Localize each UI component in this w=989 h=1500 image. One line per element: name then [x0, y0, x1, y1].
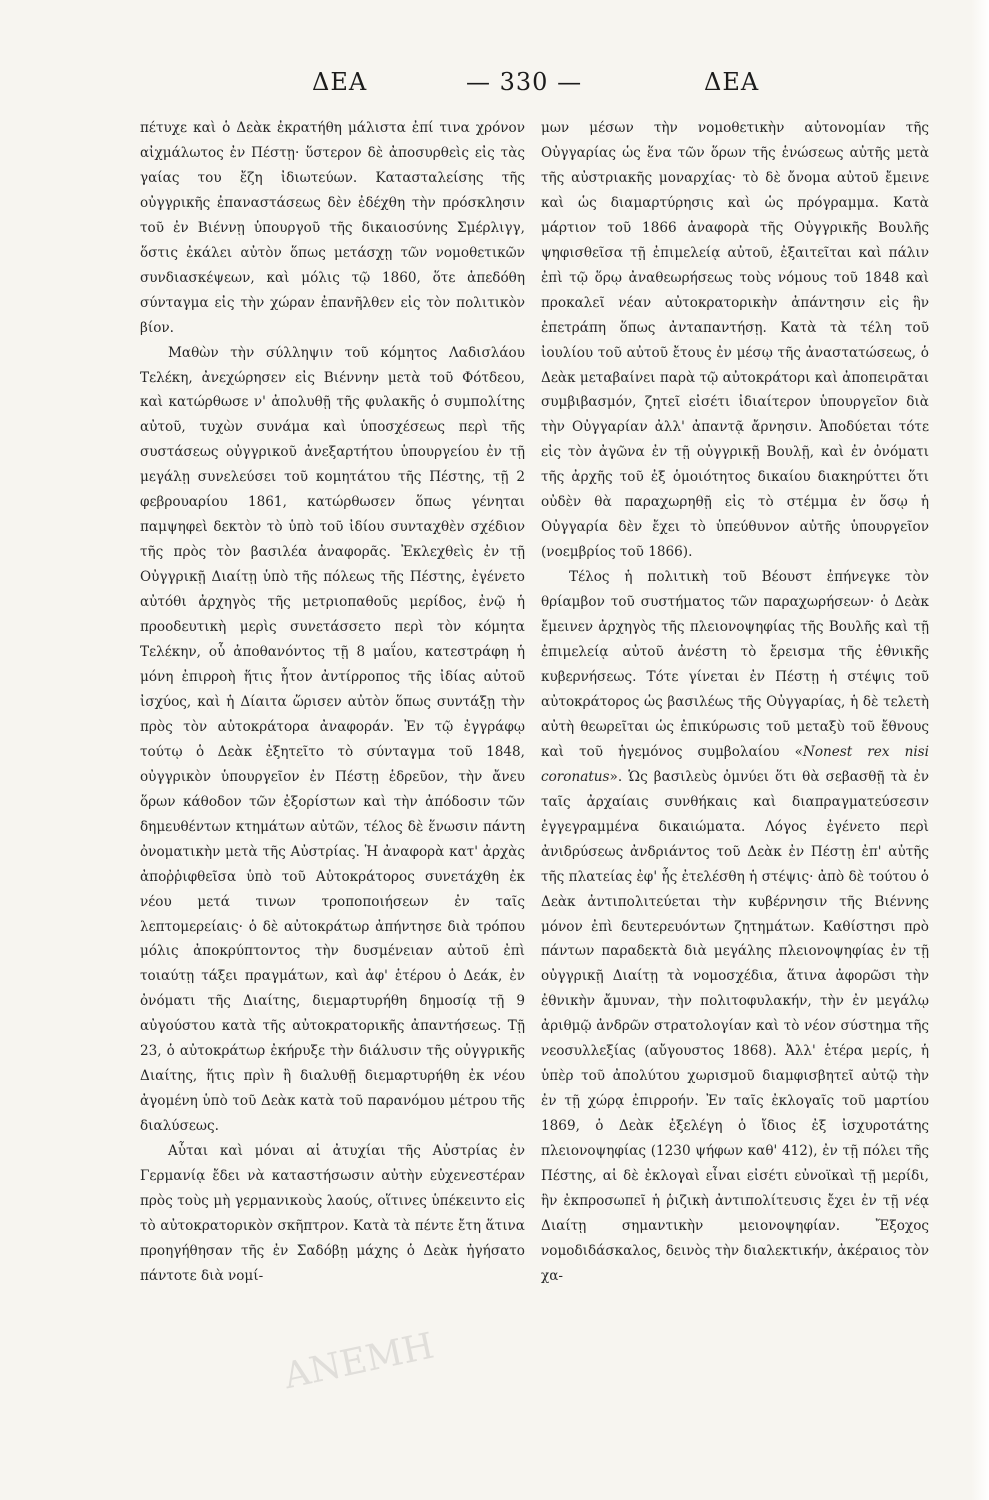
paragraph: πέτυχε καὶ ὁ Δεὰκ ἐκρατήθη μάλιστα ἐπί τινα χρόνον αἰχμάλωτος ἐν Πέστῃ· ὕστερον δὲ ἀποσυρθεὶς εἰς τὰς γαίας του ἔζη ἰδιωτεύων. Κατασταλείσης τῆς οὐγγρικῆς ἐπαναστάσεως δὲν ἐδέχθη τὴν πρόσκλησιν τοῦ ἐν Βιέννῃ ὑπουργοῦ τῆς δικαιοσύνης Σμέρλιγγ, ὅστις ἐκάλει αὐτὸν ὅπως μετάσχῃ τῶν νομοθετικῶν συνδιασκέψεων, καὶ μόλις τῷ 1860, ὅτε ἀπεδόθη σύνταγμα εἰς τὴν χώραν ἐπανῆλθεν εἰς τὸν πολιτικὸν βίον. [140, 120, 525, 336]
paragraph-text: ». Ὡς βασιλεὺς ὀμνύει ὅτι θὰ σεβασθῇ τὰ ἐν ταῖς ἀρχαίαις συνθήκαις καὶ διαπραγματεύσεσιν ἐγγεγραμμένα δικαιώματα. Λόγος ἐγένετο περὶ ἀνιδρύσεως ἀνδριάντος τοῦ Δεὰκ ἐν Πέστῃ ἐπ' αὐτῆς τῆς πλατείας ἐφ' ἧς ἐτελέσθη ἡ στέψις· ἀπὸ δὲ τούτου ὁ Δεὰκ ἀντιπολιτεύεται τὴν κυβέρνησιν τῆς Βιέννης μόνον ἐπὶ δευτερευόντων ζητημάτων. Καθίστησι πρὸ πάντων παραδεκτὰ διὰ μεγάλης πλειονοψηφίας ἐν τῇ οὐγγρικῇ Διαίτῃ τὰ νομοσχέδια, ἅτινα ἀφορῶσι τὴν ἐθνικὴν ἄμυναν, τὴν πολιτοφυλακήν, τὴν ἐν μεγάλῳ ἀριθμῷ ἀνδρῶν στρατολογίαν καὶ τὸ νέον σύστημα τῆς νεοσυλλεξίας (αὔγουστος 1868). Ἀλλ' ἑτέρα μερίς, ἡ ὑπὲρ τοῦ ἀπολύτου χωρισμοῦ διαμφισβητεῖ αὐτῷ τὴν ἐν τῇ χώρᾳ ἐπιρροήν. Ἐν ταῖς ἐκλογαῖς τοῦ μαρτίου 1869, ὁ Δεὰκ ἐξελέγη ὁ ἴδιος ἐξ ἰσχυροτάτης πλειονοψηφίας (1230 ψήφων καθ' 412), ἐν τῇ πόλει τῆς Πέστης, αἱ δὲ ἐκλογαὶ εἶναι εἰσέτι εὐνοϊκαὶ τῇ μερίδι, ἣν ἐκπροσωπεῖ ἡ ῥιζικὴ ἀντιπολίτευσις ἔχει ἐν τῇ νέᾳ Διαίτῃ σημαντικὴν μειονοψηφίαν. Ἔξοχος νομοδιδάσκαλος, δεινὸς τὴν διαλεκτικήν, ἀκέραιος τὸν χα- [541, 768, 929, 1284]
paragraph [541, 565, 929, 1289]
latin-quote: Nonest rex nisi coronatus [541, 743, 929, 785]
left-column [140, 116, 525, 1481]
page-number: — 330 — [466, 68, 583, 96]
paragraph: Αὗται καὶ μόναι αἱ ἀτυχίαι τῆς Αὐστρίας ἐν Γερμανίᾳ ἔδει νὰ καταστήσωσιν αὐτὴν εὐχενεστέραν πρὸς τοὺς μὴ γερμανικοὺς λαούς, οἵτινες ὑπέκειντο εἰς τὸ αὐτοκρατορικὸν σκῆπτρον. Κατὰ τὰ πέντε ἔτη ἅτινα προηγήθησαν τῆς ἐν Σαδόβῃ μάχης ὁ Δεὰκ ἠγήσατο πάντοτε διὰ νομί- [140, 1143, 525, 1284]
page-header [0, 68, 989, 102]
right-column [541, 116, 929, 1481]
paragraph-text: Τέλος ἡ πολιτικὴ τοῦ Βέουστ ἐπήνεγκε τὸν θρίαμβον τοῦ συστήματος τῶν παραχωρήσεων· ὁ Δεὰκ ἔμεινεν ἀρχηγὸς τῆς πλειονοψηφίας τῆς Βουλῆς καὶ τῇ ἐπιμελείᾳ αὐτοῦ ἀνέστη τὸ ἔρεισμα τῆς ἐθνικῆς κυβερνήσεως. Τότε γίνεται ἐν Πέστῃ ἡ στέψις τοῦ αὐτοκράτορος ὡς βασιλέως τῆς Οὐγγαρίας, ἡ δὲ τελετὴ αὐτὴ θεωρεῖται ὡς ἐπικύρωσις τοῦ μεταξὺ τοῦ ἔθνους καὶ τοῦ ἡγεμόνος συμβολαίου « [541, 569, 929, 760]
header-entry-right: ΔΕΑ [704, 68, 760, 96]
header-entry-left: ΔΕΑ [312, 68, 368, 96]
scan-edge [971, 0, 989, 1500]
paragraph: Μαθὼν τὴν σύλληψιν τοῦ κόμητος Λαδισλάου Τελέκη, ἀνεχώρησεν εἰς Βιέννην μετὰ τοῦ Φότδεου, καὶ κατώρθωσε ν' ἀπολυθῇ τῆς φυλακῆς ὁ συμπολίτης αὐτοῦ, τυχὼν συνάμα καὶ ὑποσχέσεως περὶ τῆς συστάσεως οὐγγρικοῦ ἀνεξαρτήτου ὑπουργείου ἐν τῇ μεγάλῃ συνελεύσει τοῦ κομητάτου τῆς Πέστης, τῇ 2 φεβρουαρίου 1861, κατώρθωσεν ὅπως γένηται παμψηφεὶ δεκτὸν τὸ ὑπὸ τοῦ ἰδίου συνταχθὲν σχέδιον τῆς πρὸς τὸν βασιλέα ἀναφορᾶς. Ἐκλεχθεὶς ἐν τῇ Οὐγγρικῇ Διαίτῃ ὑπὸ τῆς πόλεως τῆς Πέστης, ἐγένετο αὐτόθι ἀρχηγὸς τῆς μετριοπαθοῦς μερίδος, ἐνῷ ἡ προοδευτικὴ μερὶς συνετάσσετο περὶ τὸν κόμητα Τελέκην, οὗ ἀποθανόντος τῇ 8 μαΐου, κατεστράφη ἡ μόνη ἐπιρροὴ ἥτις ἦτον ἀντίρροπος τῆς ἰδίας αὐτοῦ ἰσχύος, καὶ ἡ Δίαιτα ὥρισεν αὐτὸν ὅπως συντάξῃ τὴν πρὸς τὸν αὐτοκράτορα ἀναφοράν. Ἐν τῷ ἐγγράφῳ τούτῳ ὁ Δεὰκ ἐξητεῖτο τὸ σύνταγμα τοῦ 1848, οὐγγρικὸν ὑπουργεῖον ἐν Πέστῃ ἑδρεῦον, τὴν ἄνευ ὅρων κάθοδον τῶν ἐξορίστων καὶ τὴν ἀπόδοσιν τῶν δημευθέντων κτημάτων αὐτῶν, τέλος δὲ ἕνωσιν πάντη ὀνοματικὴν μετὰ τῆς Αὐστρίας. Ἡ ἀναφορὰ κατ' ἀρχὰς ἀποῤῥιφθεῖσα ὑπὸ τοῦ Αὐτοκράτορος συνετάχθη ἐκ νέου μετά τινων τροποποιήσεων ἐν ταῖς λεπτομερείαις· ὁ δὲ αὐτοκράτωρ ἀπήντησε διὰ τρόπου μόλις ἀποκρύπτοντος τὴν δυσμένειαν αὐτοῦ ἐπὶ τοιαύτῃ τάξει πραγμάτων, καὶ ἀφ' ἑτέρου ὁ Δεάκ, ἐν ὀνόματι τῆς Διαίτης, διεμαρτυρήθη δημοσίᾳ τῇ 9 αὐγούστου κατὰ τῆς αὐτοκρατορικῆς ἀπαντήσεως. Τῇ 23, ὁ αὐτοκράτωρ ἐκήρυξε τὴν διάλυσιν τῆς οὐγγρικῆς Διαίτης, ἥτις πρὶν ἢ διαλυθῇ διεμαρτυρήθη ἐκ νέου ἀγομένη ὑπὸ τοῦ Δεὰκ κατὰ τοῦ παρανόμου μέτρου τῆς διαλύσεως. [140, 344, 525, 1135]
paragraph: μων μέσων τὴν νομοθετικὴν αὐτονομίαν τῆς Οὐγγαρίας ὡς ἕνα τῶν ὅρων τῆς ἑνώσεως αὐτῆς μετὰ τῆς αὐστριακῆς μοναρχίας· τὸ δὲ ὄνομα αὐτοῦ ἔμεινε καὶ ὡς διαμαρτύρησις καὶ ὡς πρόγραμμα. Κατὰ μάρτιον τοῦ 1866 ἀναφορὰ τῆς Οὐγγρικῆς Βουλῆς ψηφισθεῖσα τῇ ἐπιμελείᾳ αὐτοῦ, ἐξαιτεῖται καὶ πάλιν ἐπὶ τῷ ὅρῳ ἀναθεωρήσεως τοὺς νόμους τοῦ 1848 καὶ προκαλεῖ νέαν αὐτοκρατορικὴν ἀπάντησιν εἰς ἣν ἐπετράπη ὅπως ἀνταπαντήσῃ. Κατὰ τὰ τέλη τοῦ ἰουλίου τοῦ αὐτοῦ ἔτους ἐν μέσῳ τῆς ἀναστατώσεως, ὁ Δεὰκ μεταβαίνει παρὰ τῷ αὐτοκράτορι καὶ ἀποπειρᾶται συμβιβασμόν, ζητεῖ εἰσέτι ἰδιαίτερον ὑπουργεῖον διὰ τὴν Οὐγγαρίαν ἀλλ' ἀπαντᾷ ἄρνησιν. Ἀποδύεται τότε εἰς τὸν ἀγῶνα ἐν τῇ οὐγγρικῇ Βουλῇ, καὶ ἐν ὀνόματι τῆς ἀρχῆς τοῦ ἐξ ὁμοιότητος δικαίου διακηρύττει ὅτι οὐδὲν θὰ παραχωρηθῇ εἰς τὸ στέμμα ἐν ὅσῳ ἡ Οὐγγαρία δὲν ἔχει τὸ ὑπεύθυνον αὐτῆς ὑπουργεῖον (νοεμβρίος τοῦ 1866). [541, 120, 929, 561]
library-watermark: ΑΝΕΜΗ [280, 1325, 438, 1398]
